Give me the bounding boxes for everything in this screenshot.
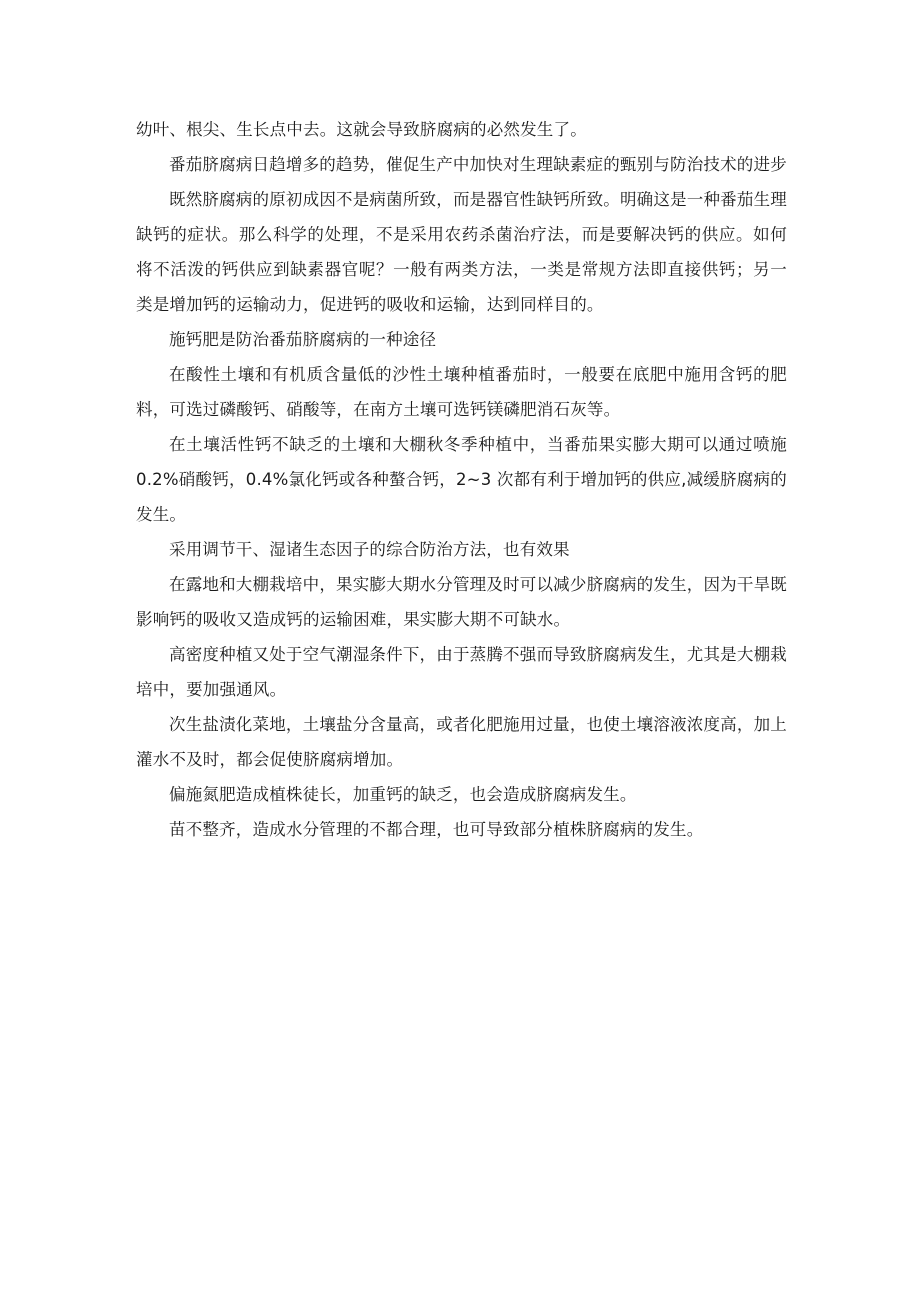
paragraph-9: 高密度种植又处于空气潮湿条件下，由于蒸腾不强而导致脐腐病发生，尤其是大棚栽培中，要加强通风。	[136, 645, 787, 699]
paragraph-6: 在土壤活性钙不缺乏的土壤和大棚秋冬季种植中，当番茄果实膨大期可以通过喷施0.2%硝酸钙，0.4%氯化钙或各种螯合钙，2~3 次都有利于增加钙的供应,减缓脐腐病的发生。	[136, 435, 787, 524]
paragraph-11: 偏施氮肥造成植株徒长，加重钙的缺乏，也会造成脐腐病发生。	[169, 785, 637, 804]
paragraph-10: 次生盐渍化菜地，土壤盐分含量高，或者化肥施用过量，也使土壤溶液浓度高，加上灌水不及时，都会促使脐腐病增加。	[136, 715, 787, 769]
paragraph-12: 苗不整齐，造成水分管理的不都合理，也可导致部分植株脐腐病的发生。	[169, 820, 704, 839]
paragraph-3: 既然脐腐病的原初成因不是病菌所致，而是器官性缺钙所致。明确这是一种番茄生理缺钙的症状。那么科学的处理，不是采用农药杀菌治疗法，而是要解决钙的供应。如何将不活泼的钙供应到缺素器官呢？一般有两类方法，一类是常规方法即直接供钙；另一类是增加钙的运输动力，促进钙的吸收和运输，达到同样目的。	[136, 190, 787, 314]
paragraph-1: 幼叶、根尖、生长点中去。这就会导致脐腐病的必然发生了。	[136, 120, 587, 139]
document-body	[136, 112, 787, 847]
paragraph-8: 在露地和大棚栽培中，果实膨大期水分管理及时可以减少脐腐病的发生，因为干旱既影响钙的吸收又造成钙的运输困难，果实膨大期不可缺水。	[136, 575, 787, 629]
paragraph-2: 番茄脐腐病日趋增多的趋势，催促生产中加快对生理缺素症的甄别与防治技术的进步	[169, 155, 787, 174]
paragraph-7: 采用调节干、湿诸生态因子的综合防治方法，也有效果	[169, 540, 570, 559]
paragraph-5: 在酸性土壤和有机质含量低的沙性土壤种植番茄时，一般要在底肥中施用含钙的肥料，可选过磷酸钙、硝酸等，在南方土壤可选钙镁磷肥消石灰等。	[136, 365, 787, 419]
paragraph-4: 施钙肥是防治番茄脐腐病的一种途径	[169, 330, 437, 349]
